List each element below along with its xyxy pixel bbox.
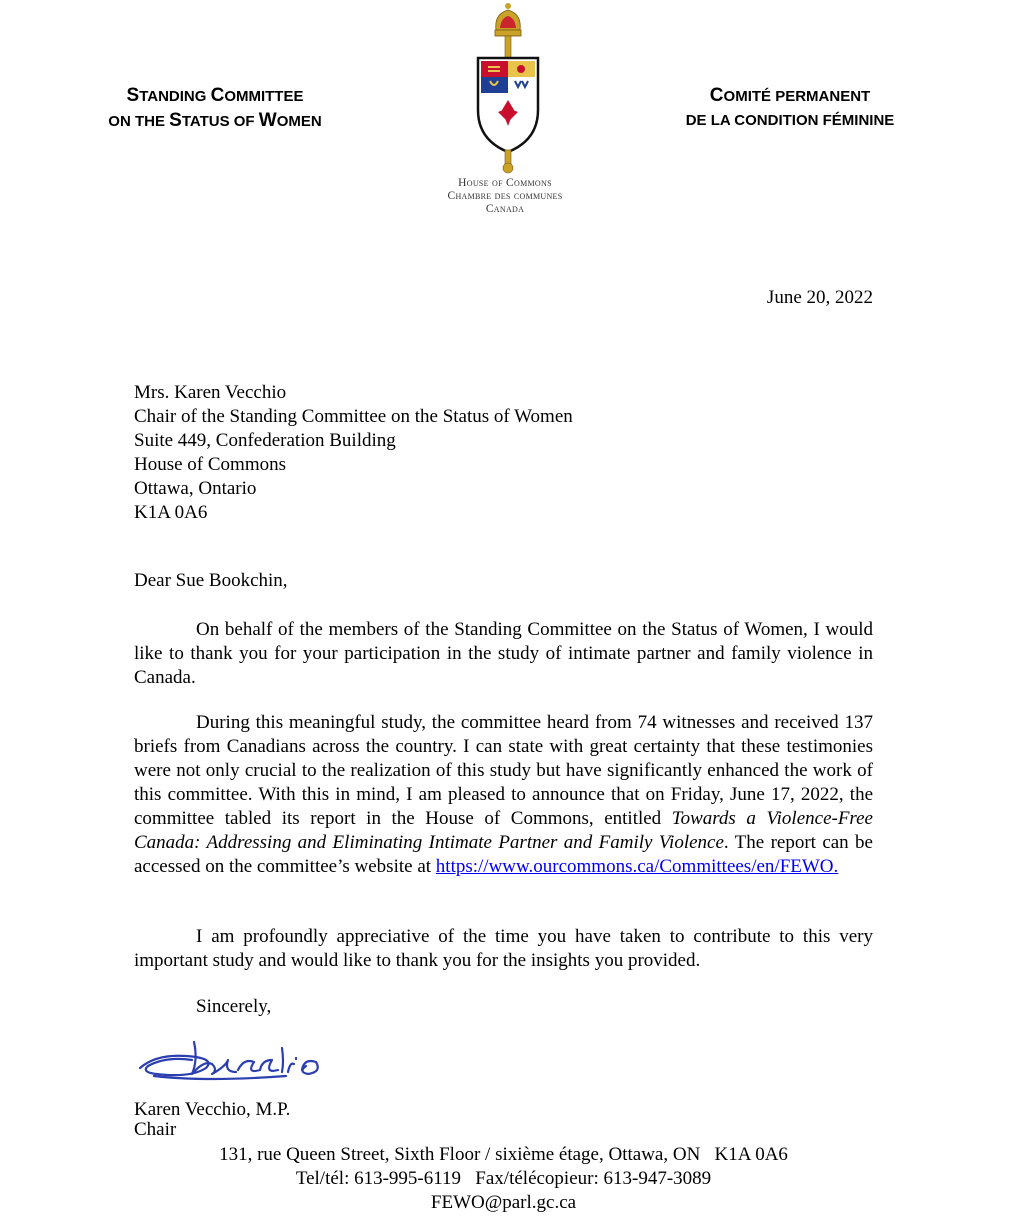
- house-of-commons-wordmark: House of Commons Chambre des communes Canada: [447, 177, 563, 215]
- footer-address: 131, rue Queen Street, Sixth Floor / sixième étage, Ottawa, ON K1A 0A6: [219, 1144, 788, 1165]
- paragraph-appreciation: I am profoundly appreciative of the time you have taken to contribute to this very important study and would like to thank you for the insights you provided.: [134, 926, 873, 971]
- house-of-commons-emblem: [468, 0, 548, 178]
- letter-date: June 20, 2022: [766, 287, 873, 308]
- paragraph-thanks: On behalf of the members of the Standing Committee on the Status of Women, I would like to thank you for your participation in the study of intimate partner and family violence in Canada.: [134, 619, 873, 688]
- address-line: Ottawa, Ontario: [134, 478, 257, 499]
- address-line: K1A 0A6: [134, 502, 208, 523]
- committee-name-french-line2: DE LA CONDITION FÉMININE: [685, 112, 895, 129]
- committee-name-english-line2: ON THE STATUS OF WOMEN: [108, 110, 322, 131]
- report-title: Towards a Violence-Free Canada: Addressing and Eliminating Intimate Partner and Family Violence: [134, 808, 873, 853]
- signer-title: Chair: [134, 1119, 177, 1140]
- contact-footer: [134, 1143, 873, 1215]
- signer-block: [134, 1100, 290, 1140]
- footer-phone: Tel/tél: 613-995-6119 Fax/télécopieur: 613-947-3089: [295, 1168, 712, 1189]
- footer-email: FEWO@parl.gc.ca: [430, 1192, 577, 1213]
- committee-name-english-line1: STANDING COMMITTEE: [126, 85, 304, 106]
- address-line: Suite 449, Confederation Building: [134, 430, 396, 451]
- signer-name: Karen Vecchio, M.P.: [134, 1099, 291, 1120]
- committee-name-french: [665, 84, 915, 133]
- committee-name-french-line1: COMITÉ PERMANENT: [709, 85, 871, 106]
- address-line: Mrs. Karen Vecchio: [134, 382, 287, 403]
- recipient-address: [134, 381, 573, 525]
- address-line: House of Commons: [134, 454, 286, 475]
- committee-name-english: [80, 84, 350, 134]
- handwritten-signature: [136, 1030, 346, 1085]
- salutation: Dear Sue Bookchin,: [134, 570, 288, 591]
- paragraph-report: During this meaningful study, the committee heard from 74 witnesses and received 137 briefs from Canadians across the country. I can state with great certainty that these testimonies were not only crucial to the realization of this study but have significantly enhanced the work of this committee. With this in mind, I am pleased to announce that on Friday, June 17, 2022, the committee tabled its report in the House of Commons, entitled Towards a Violence-Free Canada: Addressing and Eliminating Intimate Partner and Family Violence. The report can be accessed on the committee’s website at https://www.ourcommons.ca/Committees/en/FEWO.: [134, 712, 873, 877]
- committee-website-link[interactable]: https://www.ourcommons.ca/Committees/en/FEWO.: [435, 856, 839, 877]
- crown-icon: [495, 3, 521, 36]
- address-line: Chair of the Standing Committee on the Status of Women: [134, 406, 573, 427]
- coat-of-arms-shield-icon: [478, 58, 538, 152]
- closing: Sincerely,: [196, 996, 272, 1017]
